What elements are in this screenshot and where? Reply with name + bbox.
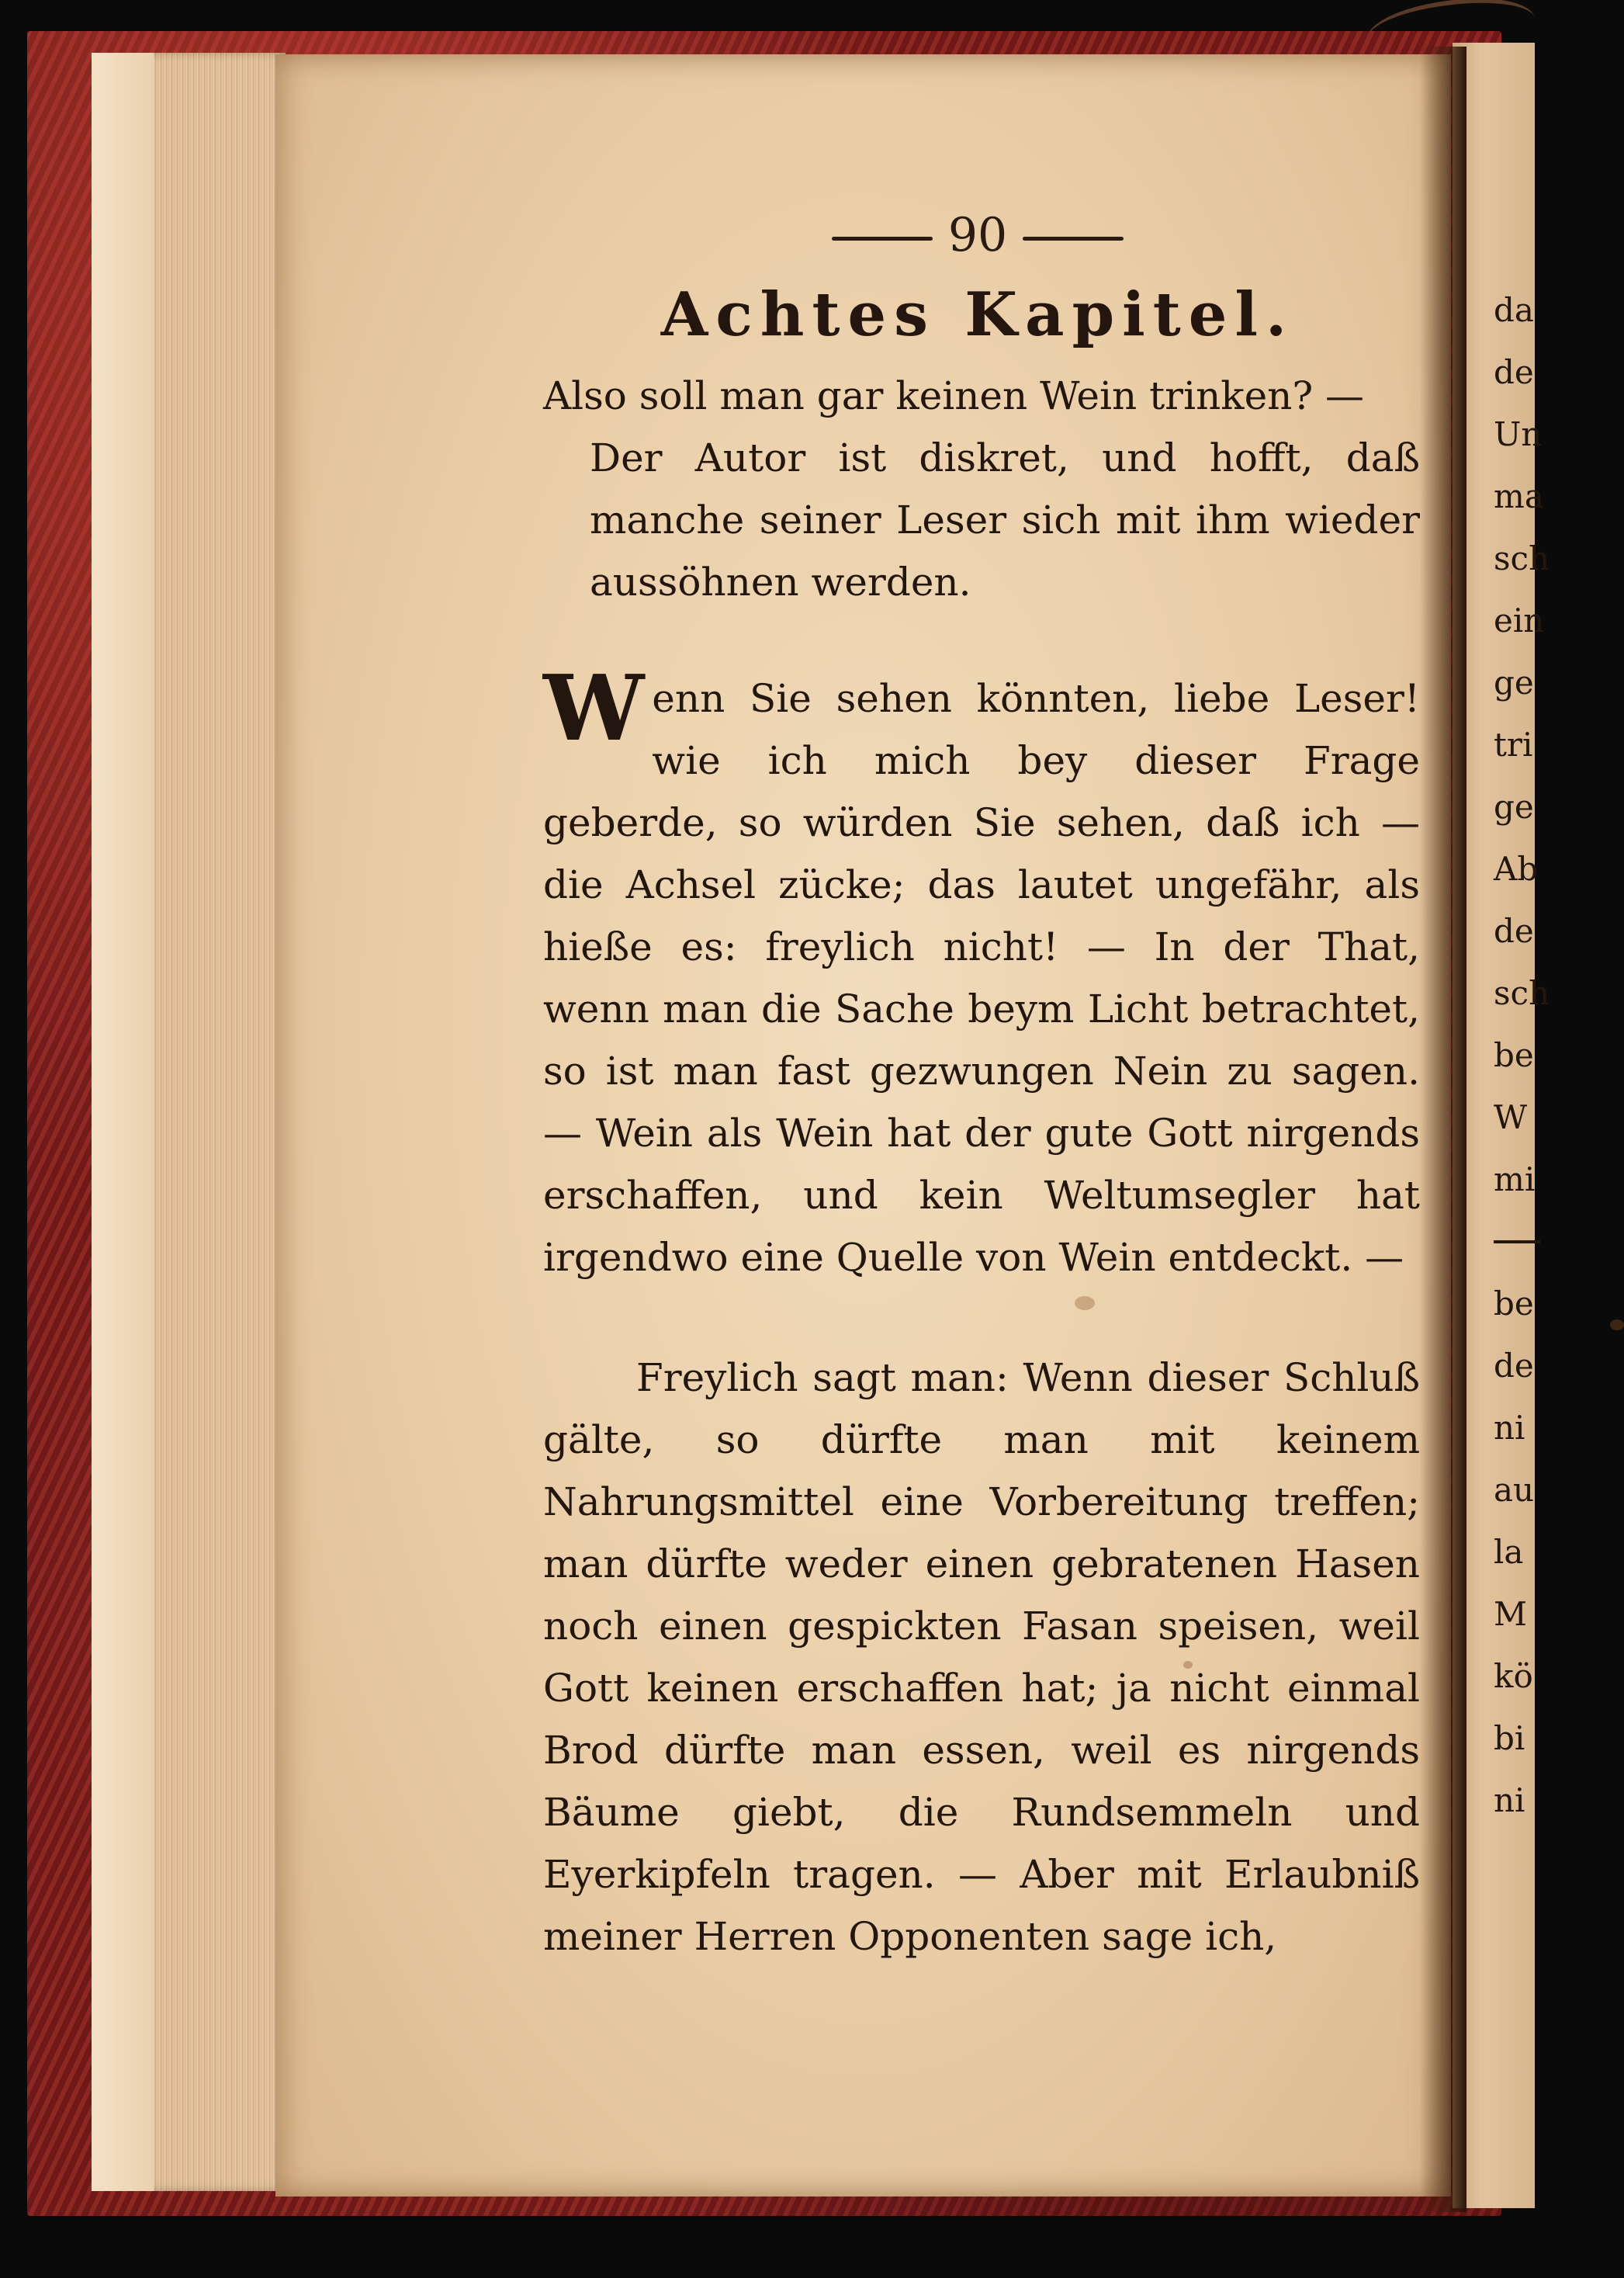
chapter-title: Achtes Kapitel. <box>660 279 1295 350</box>
header-rule-left <box>832 237 933 241</box>
foxing-spot <box>1610 1319 1624 1330</box>
page-header <box>799 208 1156 262</box>
drop-cap: W <box>543 656 645 761</box>
fragment-rule <box>1494 1240 1540 1243</box>
fragment-line: kö <box>1494 1657 1533 1695</box>
fragment-line: W <box>1494 1098 1528 1136</box>
header-rule-right <box>1023 237 1124 241</box>
page-number: 90 <box>947 208 1008 262</box>
fragment-line: bi <box>1494 1719 1525 1757</box>
fragment-line: de <box>1494 1347 1534 1385</box>
fragment-line: de <box>1494 353 1534 391</box>
fragment-line: ni <box>1494 1409 1525 1447</box>
page-body <box>543 365 1420 1968</box>
fragment-line: ma <box>1494 477 1544 515</box>
main-paragraph-text: enn Sie sehen könnten, liebe Leser! wie ich mich bey dieser Frage geberde, so würden Sie sehen, daß ich — die Achsel zücke; das lautet ungefähr, als hieße es: freylich nicht! — In der That, wenn man die Sache beym Licht betrachtet, so ist man fast gezwungen Nein zu sagen. — Wein als Wein hat der gute Gott nirgends erschaffen, und kein Weltumsegler hat irgendwo eine Quelle von Wein entdeckt. — <box>543 676 1420 1280</box>
binding-gutter <box>1420 47 1466 2212</box>
fragment-line: Un <box>1494 415 1543 453</box>
fragment-line: tri <box>1494 726 1533 764</box>
page-edges-highlight <box>92 53 154 2191</box>
fragment-line: sch <box>1494 974 1550 1012</box>
fragment-line: ge <box>1494 664 1534 702</box>
right-page-text-fragments <box>1494 279 1550 1832</box>
fragment-line: ni <box>1494 1781 1525 1819</box>
fragment-line: da <box>1494 291 1534 329</box>
fragment-line: be <box>1494 1285 1534 1323</box>
fragment-line: Ab <box>1494 850 1539 888</box>
fragment-line: mi <box>1494 1160 1536 1198</box>
fragment-line: M <box>1494 1595 1528 1633</box>
fragment-line: la <box>1494 1533 1524 1571</box>
intro-summary: Der Autor ist diskret, und hofft, daß manche seiner Leser sich mit ihm wieder aussöhnen werden. <box>590 435 1420 605</box>
fragment-line: be <box>1494 1036 1534 1074</box>
intro-paragraph <box>543 365 1420 613</box>
third-paragraph: Freylich sagt man: Wenn dieser Schluß gälte, so dürfte man mit keinem Nahrungsmittel eine Vorbereitung treffen; man dürfte weder einen gebratenen Hasen noch einen gespickten Fasan speisen, weil Gott keinen erschaffen hat; ja nicht einmal Brod dürfte man essen, weil es nirgends Bäume giebt, die Rundsemmeln und Eyerkipfeln tragen. — Aber mit Erlaubniß meiner Herren Opponenten sage ich, <box>543 1355 1420 1959</box>
fragment-line: au <box>1494 1471 1535 1509</box>
fragment-line: de <box>1494 912 1534 950</box>
fragment-line: ge <box>1494 788 1534 826</box>
fragment-line: sch <box>1494 539 1550 577</box>
main-paragraph <box>543 656 1420 1288</box>
fragment-line: ein <box>1494 602 1545 640</box>
intro-question: Also soll man gar keinen Wein trinken? — <box>543 373 1365 418</box>
